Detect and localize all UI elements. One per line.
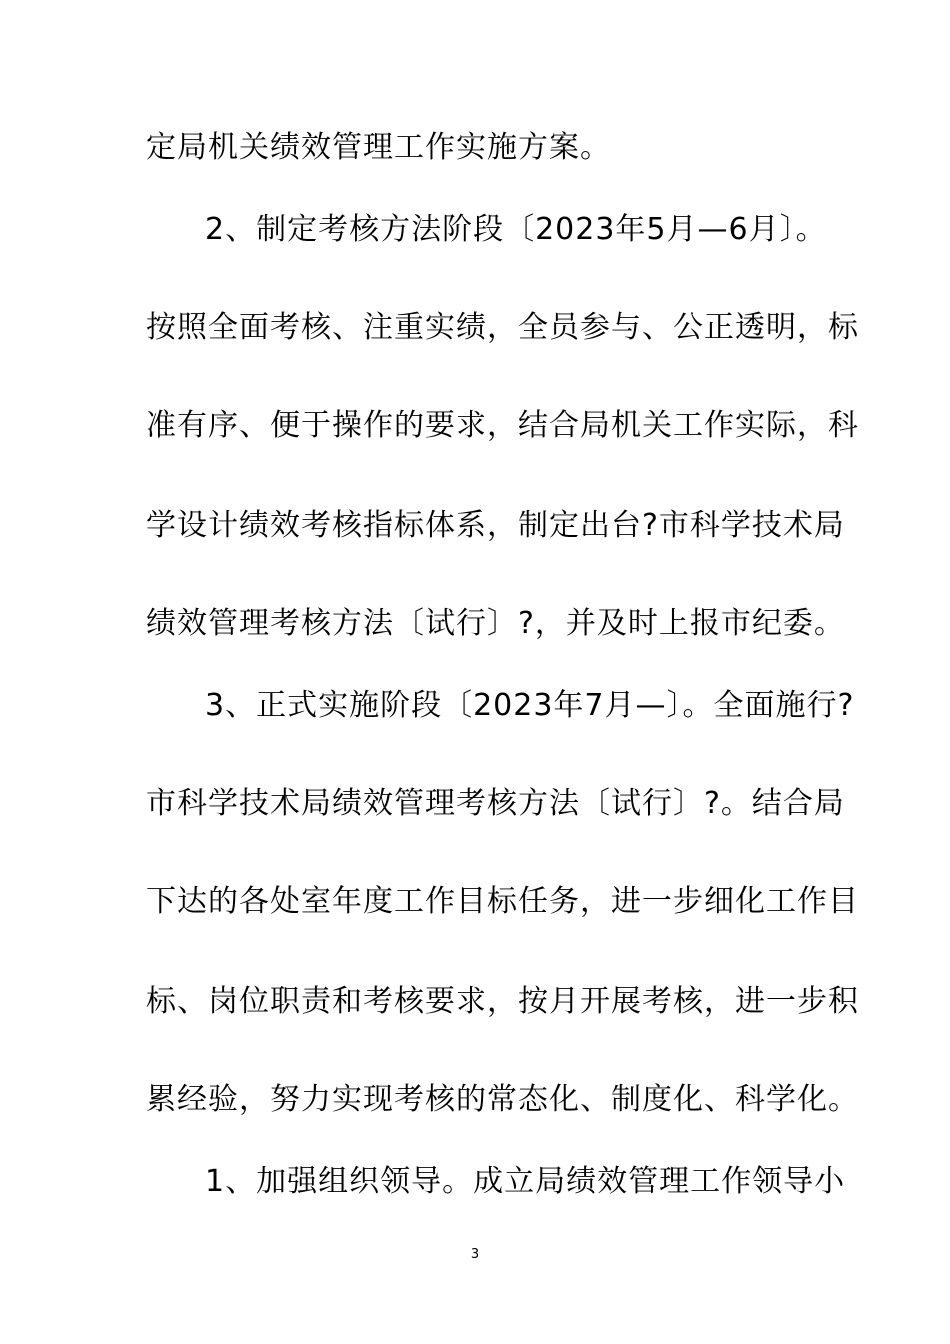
- text-line-7: 3、正式实施阶段〔2023年7月—〕。全面施行?: [205, 688, 855, 723]
- text-line-10: 标、岗位职责和考核要求，按月开展考核，进一步积: [146, 984, 859, 1019]
- text-line-12: 1、加强组织领导。成立局绩效管理工作领导小: [205, 1164, 846, 1199]
- text-line-3: 按照全面考核、注重实绩，全员参与、公正透明，标: [146, 310, 859, 345]
- text-line-11: 累经验，努力实现考核的常态化、制度化、科学化。: [146, 1082, 859, 1117]
- page-number: 3: [470, 1247, 480, 1262]
- text-line-4: 准有序、便于操作的要求，结合局机关工作实际，科: [146, 408, 859, 443]
- text-line-5: 学设计绩效考核指标体系，制定出台?市科学技术局: [146, 508, 845, 543]
- text-line-9: 下达的各处室年度工作目标任务，进一步细化工作目: [146, 884, 859, 919]
- text-line-2: 2、制定考核方法阶段〔2023年5月—6月〕。: [205, 212, 827, 247]
- text-line-8: 市科学技术局绩效管理考核方法〔试行〕?。结合局: [146, 786, 845, 821]
- text-line-6: 绩效管理考核方法〔试行〕?，并及时上报市纪委。: [146, 606, 845, 641]
- text-line-1: 定局机关绩效管理工作实施方案。: [146, 130, 611, 165]
